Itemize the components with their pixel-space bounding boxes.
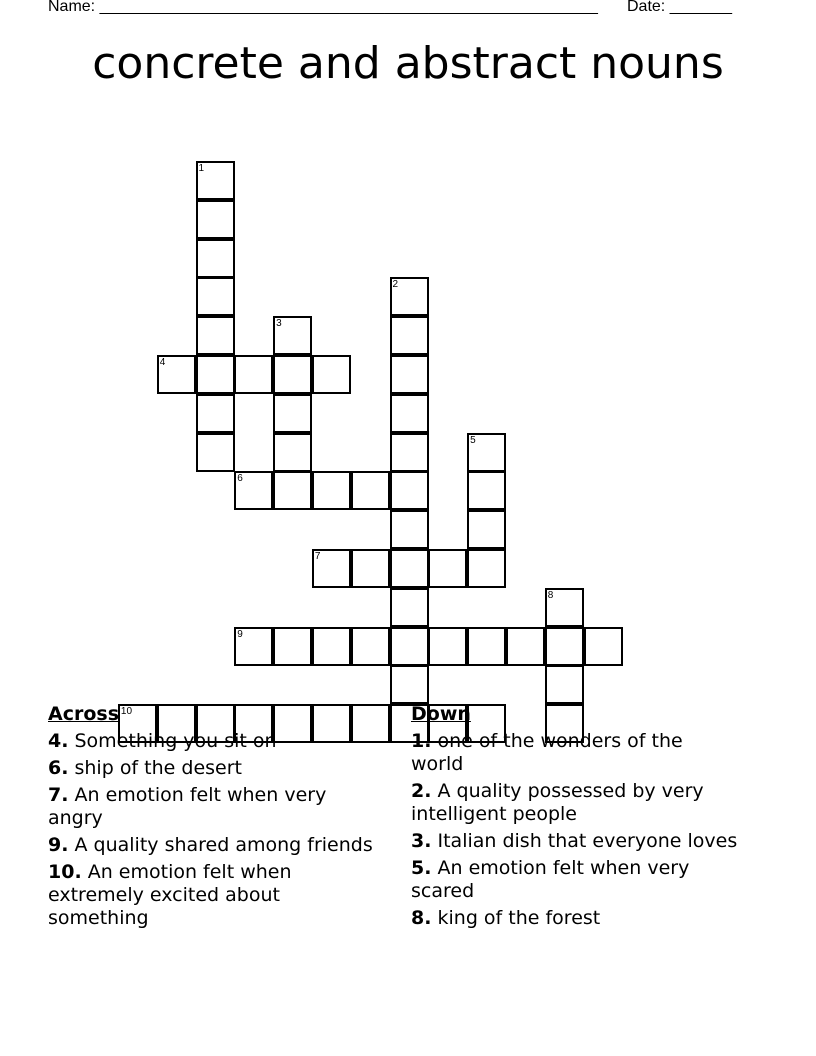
- grid-cell: [545, 665, 584, 704]
- grid-cell: [273, 355, 312, 394]
- grid-cell: [196, 394, 235, 433]
- clue-number: 6.: [48, 757, 69, 779]
- clue-text: king of the forest: [431, 907, 601, 929]
- clue-number-label: 2: [392, 279, 399, 291]
- down-clues: [411, 702, 741, 934]
- clue-number-label: 8: [547, 589, 554, 601]
- clue-number: 1.: [411, 730, 432, 752]
- clue-number-label: 7: [314, 550, 321, 562]
- grid-cell: [390, 665, 429, 704]
- grid-cell: [506, 627, 545, 666]
- grid-cell: [196, 239, 235, 278]
- across-clue: [48, 757, 378, 780]
- clue-text: An emotion felt when extremely excited about something: [48, 861, 292, 929]
- across-clue: [48, 834, 378, 857]
- grid-cell: [196, 200, 235, 239]
- clue-text: An emotion felt when very angry: [48, 784, 327, 829]
- clue-number: 7.: [48, 784, 69, 806]
- clue-number-label: 6: [237, 473, 243, 485]
- grid-cell: [351, 627, 390, 666]
- grid-cell: [234, 355, 273, 394]
- grid-cell: [196, 277, 235, 316]
- grid-cell: [351, 549, 390, 588]
- clue-text: one of the wonders of the world: [411, 730, 683, 775]
- clue-text: A quality possessed by very intelligent people: [411, 780, 704, 825]
- clue-number: 4.: [48, 730, 69, 752]
- down-heading: Down: [411, 703, 471, 725]
- clue-number-label: 3: [276, 318, 282, 330]
- clue-text: Something you sit on: [68, 730, 277, 752]
- clue-number-label: 9: [237, 628, 243, 640]
- grid-cell: [390, 510, 429, 549]
- clue-number: 9.: [48, 834, 69, 856]
- clue-number: 5.: [411, 857, 432, 879]
- grid-cell: [467, 471, 506, 510]
- grid-cell: [196, 316, 235, 355]
- page-title: concrete and abstract nouns: [92, 38, 724, 89]
- clue-number: 8.: [411, 907, 432, 929]
- clue-number-label: 1: [198, 162, 205, 174]
- grid-cell: [273, 627, 312, 666]
- clue-number: 3.: [411, 830, 432, 852]
- across-clue: [48, 861, 378, 930]
- clue-number: 10.: [48, 861, 82, 883]
- clue-number-label: 10: [120, 706, 133, 718]
- clue-number-label: 5: [470, 434, 476, 446]
- grid-cell: [390, 355, 429, 394]
- grid-cell: [390, 433, 429, 472]
- grid-cell: [428, 627, 467, 666]
- down-clue: [411, 907, 741, 930]
- across-clues: [48, 702, 378, 934]
- grid-cell: [428, 549, 467, 588]
- down-clue: [411, 780, 741, 826]
- down-clue: [411, 830, 741, 853]
- grid-cell: [390, 588, 429, 627]
- grid-cell: [467, 627, 506, 666]
- grid-cell: [390, 627, 429, 666]
- grid-cell: [390, 394, 429, 433]
- grid-cell: [584, 627, 623, 666]
- across-clue: [48, 730, 378, 753]
- grid-cell: [273, 433, 312, 472]
- grid-cell: [467, 510, 506, 549]
- across-heading: Across: [48, 703, 120, 725]
- clue-text: ship of the desert: [68, 757, 242, 779]
- grid-cell: [273, 394, 312, 433]
- grid-cell: [273, 471, 312, 510]
- grid-cell: [351, 471, 390, 510]
- clue-text: An emotion felt when very scared: [411, 857, 690, 902]
- down-clue: [411, 857, 741, 903]
- grid-cell: [312, 355, 351, 394]
- across-clue: [48, 784, 378, 830]
- clue-text: Italian dish that everyone loves: [431, 830, 738, 852]
- grid-cell: [545, 627, 584, 666]
- clue-number: 2.: [411, 780, 432, 802]
- grid-cell: [312, 627, 351, 666]
- grid-cell: [196, 355, 235, 394]
- grid-cell: [196, 433, 235, 472]
- grid-cell: [312, 471, 351, 510]
- name-field-label: Name: ________________________________________________________: [48, 0, 598, 15]
- date-field-label: Date: _______: [627, 0, 732, 15]
- down-clue: [411, 730, 741, 776]
- clue-number-label: 4: [159, 356, 166, 368]
- grid-cell: [390, 316, 429, 355]
- grid-cell: [390, 471, 429, 510]
- grid-cell: [390, 549, 429, 588]
- grid-cell: [467, 549, 506, 588]
- clue-text: A quality shared among friends: [68, 834, 373, 856]
